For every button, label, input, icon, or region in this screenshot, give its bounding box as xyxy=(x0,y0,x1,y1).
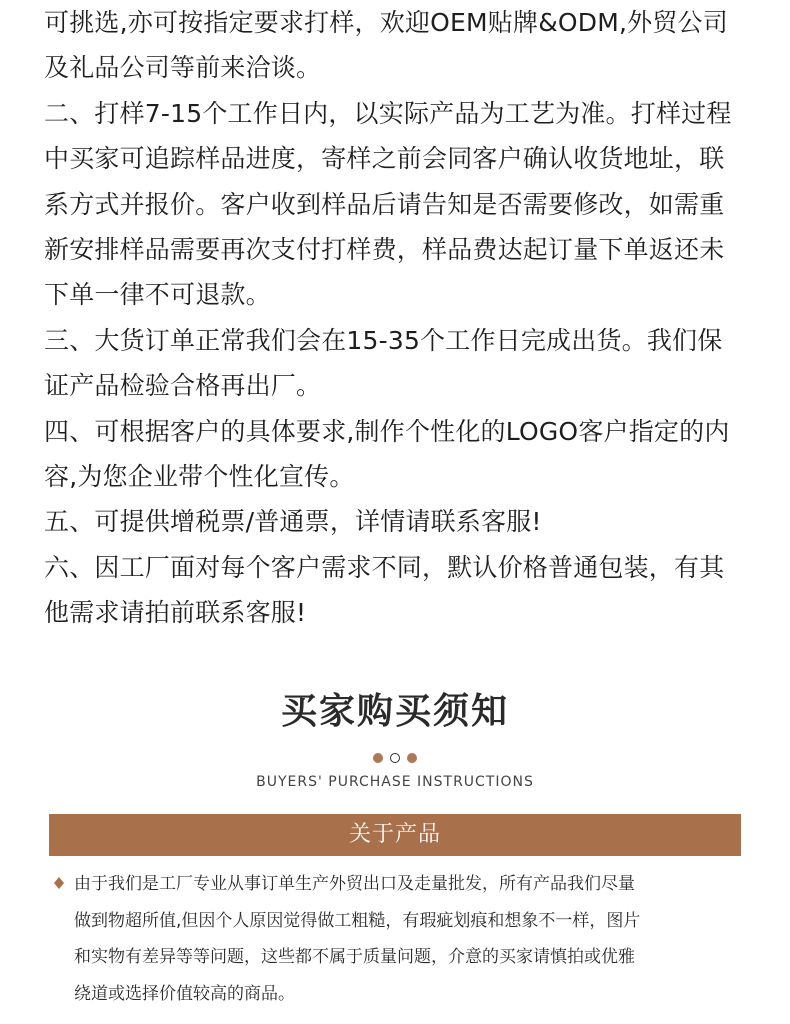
diamond-bullet-icon xyxy=(53,877,65,889)
section-subtitle: BUYERS' PURCHASE INSTRUCTIONS xyxy=(256,774,534,790)
terms-line: 三、大货订单正常我们会在15-35个工作日完成出货。我们保 xyxy=(44,325,723,355)
terms-line: 四、可根据客户的具体要求,制作个性化的LOGO客户指定的内 xyxy=(44,416,730,446)
note-line: 由于我们是工厂专业从事订单生产外贸出口及走量批发，所有产品我们尽量 xyxy=(74,874,635,894)
terms-line: 新安排样品需要再次支付打样费，样品费达起订量下单返还未 xyxy=(44,234,725,264)
dot-filled-icon xyxy=(407,753,417,763)
terms-line: 五、可提供增税票/普通票，详情请联系客服! xyxy=(44,507,542,537)
terms-line: 系方式并报价。客户收到样品后请告知是否需要修改，如需重 xyxy=(44,189,725,219)
note-line: 绕道或选择价值较高的商品。 xyxy=(74,983,295,1004)
terms-line: 六、因工厂面对每个客户需求不同，默认价格普通包装，有其 xyxy=(44,552,725,582)
terms-line: 中买家可追踪样品进度，寄样之前会同客户确认收货地址，联 xyxy=(44,144,725,174)
terms-line: 及礼品公司等前来洽谈。 xyxy=(44,53,322,83)
terms-line: 下单一律不可退款。 xyxy=(44,280,271,310)
terms-line: 容,为您企业带个性化宣传。 xyxy=(44,461,355,491)
dot-filled-icon xyxy=(373,753,383,763)
product-banner xyxy=(49,814,741,856)
product-note xyxy=(74,866,754,1012)
note-line: 和实物有差异等等问题，这些都不属于质量问题，介意的买家请慎拍或优雅 xyxy=(74,947,635,967)
terms-line: 证产品检验合格再出厂。 xyxy=(44,371,322,401)
terms-line: 二、打样7-15个工作日内，以实际产品为工艺为准。打样过程 xyxy=(44,98,732,128)
terms-line: 他需求请拍前联系客服! xyxy=(44,598,307,628)
banner-label: 关于产品 xyxy=(348,822,441,847)
terms-line: 可挑选,亦可按指定要求打样，欢迎OEM贴牌&ODM,外贸公司 xyxy=(44,8,728,37)
terms-list xyxy=(44,0,760,635)
section-title: 买家购买须知 xyxy=(280,691,509,732)
note-line: 做到物超所值,但因个人原因觉得做工粗糙，有瑕疵划痕和想象不一样，图片 xyxy=(74,910,641,931)
dot-hollow-icon xyxy=(390,753,400,763)
decorative-dots xyxy=(0,752,790,764)
